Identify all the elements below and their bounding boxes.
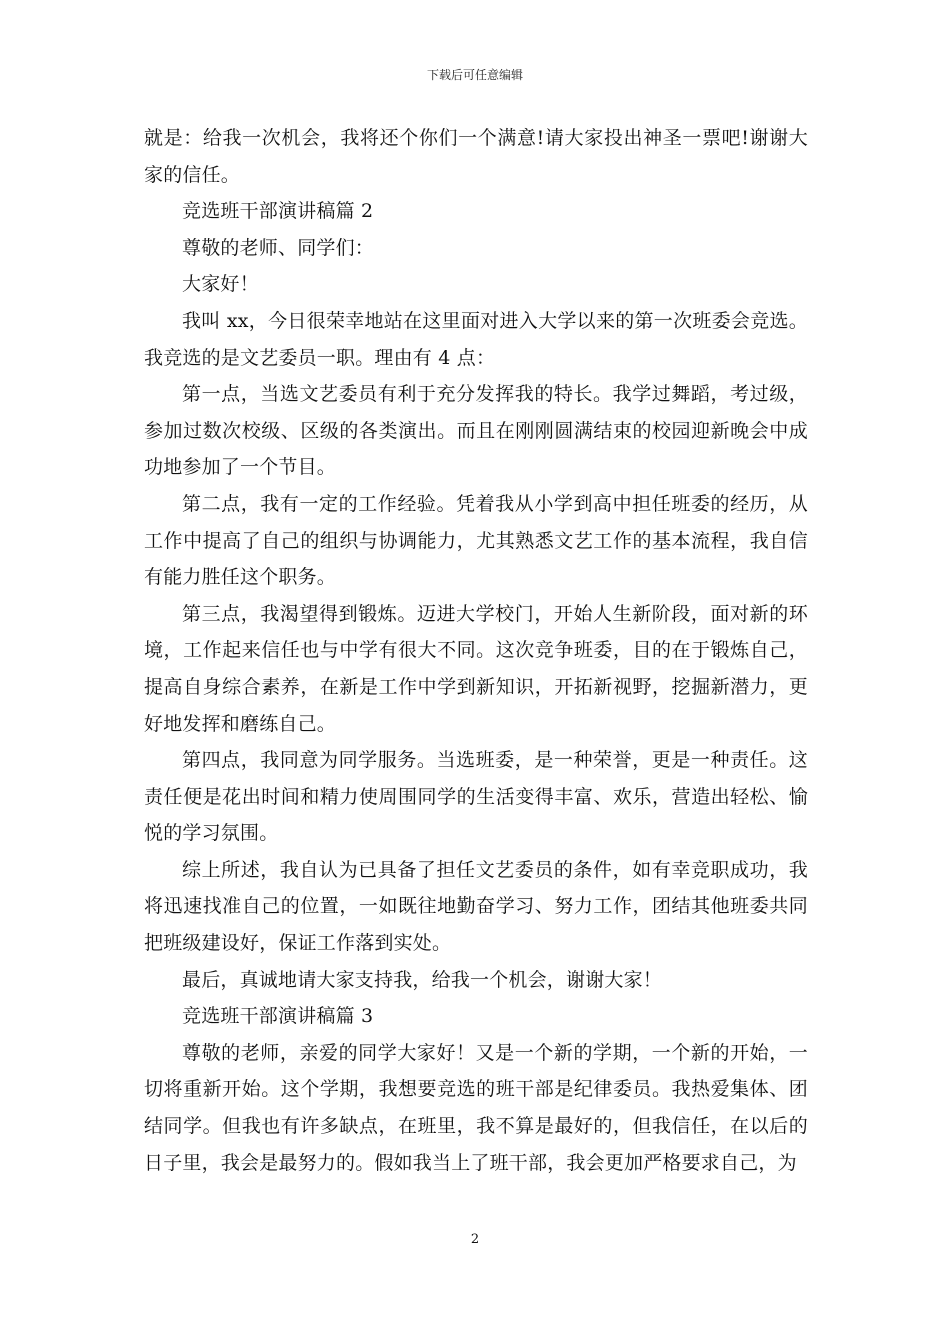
salutation: 尊敬的老师、同学们： — [182, 236, 375, 259]
paragraph: 第一点，当选文艺委员有利于充分发挥我的特长。我学过舞蹈，考过级，参加过数次校级、区级的各类演出。而且在刚刚圆满结束的校园迎新晚会中成功地参加了一个节目。 — [144, 383, 808, 479]
paragraph: 就是：给我一次机会，我将还个你们一个满意!请大家投出神圣一票吧!谢谢大家的信任。 — [144, 127, 808, 186]
document-body — [144, 120, 808, 1181]
paragraph: 尊敬的老师，亲爱的同学大家好！又是一个新的学期，一个新的开始，一切将重新开始。这个学期，我想要竞选的班干部是纪律委员。我热爱集体、团结同学。但我也有许多缺点，在班里，我不算是最好的，但我信任，在以后的日子里，我会是最努力的。假如我当上了班干部，我会更加严格要求自己，为 — [144, 1041, 808, 1174]
paragraph: 我叫 xx，今日很荣幸地站在这里面对进入大学以来的第一次班委会竞选。我竞选的是文艺委员一职。理由有 4 点： — [144, 309, 808, 369]
paragraph: 第四点，我同意为同学服务。当选班委，是一种荣誉，更是一种责任。这责任便是花出时间和精力使周围同学的生活变得丰富、欢乐，营造出轻松、愉悦的学习氛围。 — [144, 749, 808, 845]
greeting: 大家好！ — [182, 273, 259, 296]
paragraph: 第二点，我有一定的工作经验。凭着我从小学到高中担任班委的经历，从工作中提高了自己的组织与协调能力，尤其熟悉文艺工作的基本流程，我自信有能力胜任这个职务。 — [144, 492, 808, 589]
page-header: 下载后可任意编辑 — [426, 68, 523, 82]
paragraph: 综上所述，我自认为已具备了担任文艺委员的条件，如有幸竞职成功，我将迅速找准自己的位置，一如既往地勤奋学习、努力工作，团结其他班委共同把班级建设好，保证工作落到实处。 — [144, 858, 808, 955]
paragraph: 最后，真诚地请大家支持我，给我一个机会，谢谢大家！ — [182, 968, 663, 991]
page-number: 2 — [470, 1232, 480, 1247]
section-title: 竞选班干部演讲稿篇 3 — [182, 1005, 374, 1028]
section-title: 竞选班干部演讲稿篇 2 — [182, 200, 374, 223]
paragraph: 第三点，我渴望得到锻炼。迈进大学校门，开始人生新阶段，面对新的环境，工作起来信任也与中学有很大不同。这次竞争班委，目的在于锻炼自己，提高自身综合素养，在新是工作中学到新知识，开拓新视野，挖掘新潜力，更好地发挥和磨练自己。 — [144, 602, 808, 735]
